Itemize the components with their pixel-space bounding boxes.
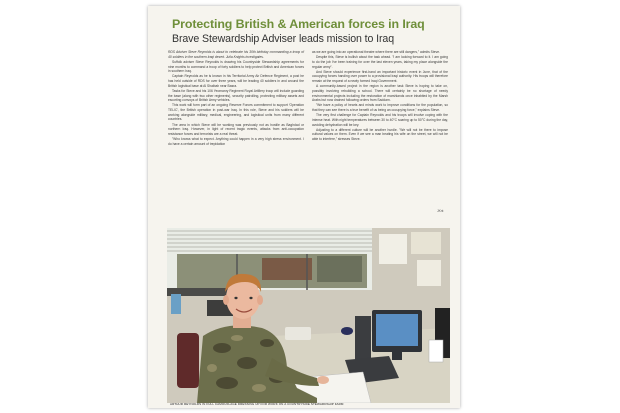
magazine-page	[148, 6, 460, 408]
standfirst-paragraph: RDS Adviser Steve Reynolds is about to celebrate his 30th birthday commanding a troop of 40 soldiers in the southern Iraqi desert. Julia Knights investigates.	[168, 50, 304, 59]
body-paragraph: Despite this, Steve is bullish about the task ahead. "I am looking forward to it. I am going to do the job I've been training for over the last eleven years, taking my place alongside the regular army".	[312, 55, 448, 69]
shelf-item	[171, 294, 181, 314]
body-paragraph: Tasks for Steve and his 106 Yeomanry Regiment Royal Artillery troop will include guarding the base (along with two other regiments), security patrolling, protecting military assets and escorting convoys of British Army vehicles.	[168, 88, 304, 103]
wall-notice	[379, 234, 407, 264]
photo-caption: ARTHUR REYNOLDS IN FULL CAMOUFLAGE DRESSING UP FOR WORK ON A COUNTRYSIDE STEWARDSHIP FARM	[170, 402, 344, 406]
body-paragraph: This work will form part of an ongoing Reserve Forces commitment to support 'Operation TELIC', the British operation in post-war Iraq. In this role, Steve and his soldiers will be working alongside military, medical, engineering, and logistical units from many different countries.	[168, 103, 304, 122]
hand	[317, 376, 329, 384]
body-paragraph: Adjusting to a different culture will be another hurdle. "We will not be there to impose cultural values on them. Even if we see a man beating his wife on the street, we will not be able to interfere," stresses Steve.	[312, 127, 448, 141]
right-column	[312, 50, 448, 142]
body-paragraph: The area in which Steve will be working was previously not as hostile as Baghdad or northern Iraq. However, in light of recent tragic events, attacks from anti-occupation resistance forces and terrorists are a real threat.	[168, 122, 304, 136]
mouse	[341, 327, 353, 335]
body-paragraph: as we are going into an operational theatre where there are still dangers," admits Steve.	[312, 50, 440, 54]
monitor-screen	[376, 314, 418, 346]
office-photo-illustration	[167, 228, 450, 403]
desk-phone	[285, 327, 311, 340]
body-paragraph: Captain Reynolds as he is known in his Territorial Army Air Defence Regiment, a post he has held outside of RDS for over three years, will be leading 40 soldiers in and around the British logistical base at Al Shaibah near Basra.	[168, 74, 304, 88]
outside-trees	[317, 256, 362, 282]
office-chair	[177, 333, 199, 388]
wall-notice	[417, 260, 441, 286]
wall-notice	[411, 232, 441, 254]
article-photo	[167, 228, 450, 403]
body-paragraph: "Who knows what to expect. Anything could happen in a very high stress environment. I do have a certain amount of trepidation	[168, 137, 304, 146]
body-paragraph: Suffolk adviser Steve Reynolds is drawing his Countryside Stewardship agreements for nine months to command a troop of forty soldiers to help protect British and American forces in southern Iraq.	[168, 59, 304, 74]
left-column	[168, 50, 304, 147]
article-subtitle: Brave Stewardship Adviser leads mission to Iraq	[172, 33, 394, 45]
outside-building	[262, 258, 312, 280]
body-paragraph: And Steve should experience first-hand an important historic event in June, that of the occupying forces handing over power to a provisional Iraqi authority. His troops will therefore remain at the request of a newly formed Iraqi Government.	[312, 69, 448, 83]
end-mark: JKnt	[437, 209, 444, 213]
article-title: Protecting British & American forces in Iraq	[172, 17, 425, 31]
paper-stack	[429, 340, 443, 362]
body-paragraph: A community-based project in the region is another task Steve is hoping to take on, possibly involving rebuilding a school. There will certainly be no shortage of needy environmental projects including the restoration of marshlands once inhabited by the Marsh Arabs but now drained following orders from Saddam.	[312, 84, 448, 103]
body-paragraph: The very first challenge for Captain Reynolds and his troops will involve coping with the intense heat. With night temperatures between 30 to 40°C soaring up to 50°C during the day, avoiding dehydration will be key.	[312, 113, 448, 127]
body-paragraph: "We have a policy of hearts and minds work to improve conditions for the population, so that they can see there is a true benefit of us being an occupying force," explains Steve.	[312, 103, 448, 112]
